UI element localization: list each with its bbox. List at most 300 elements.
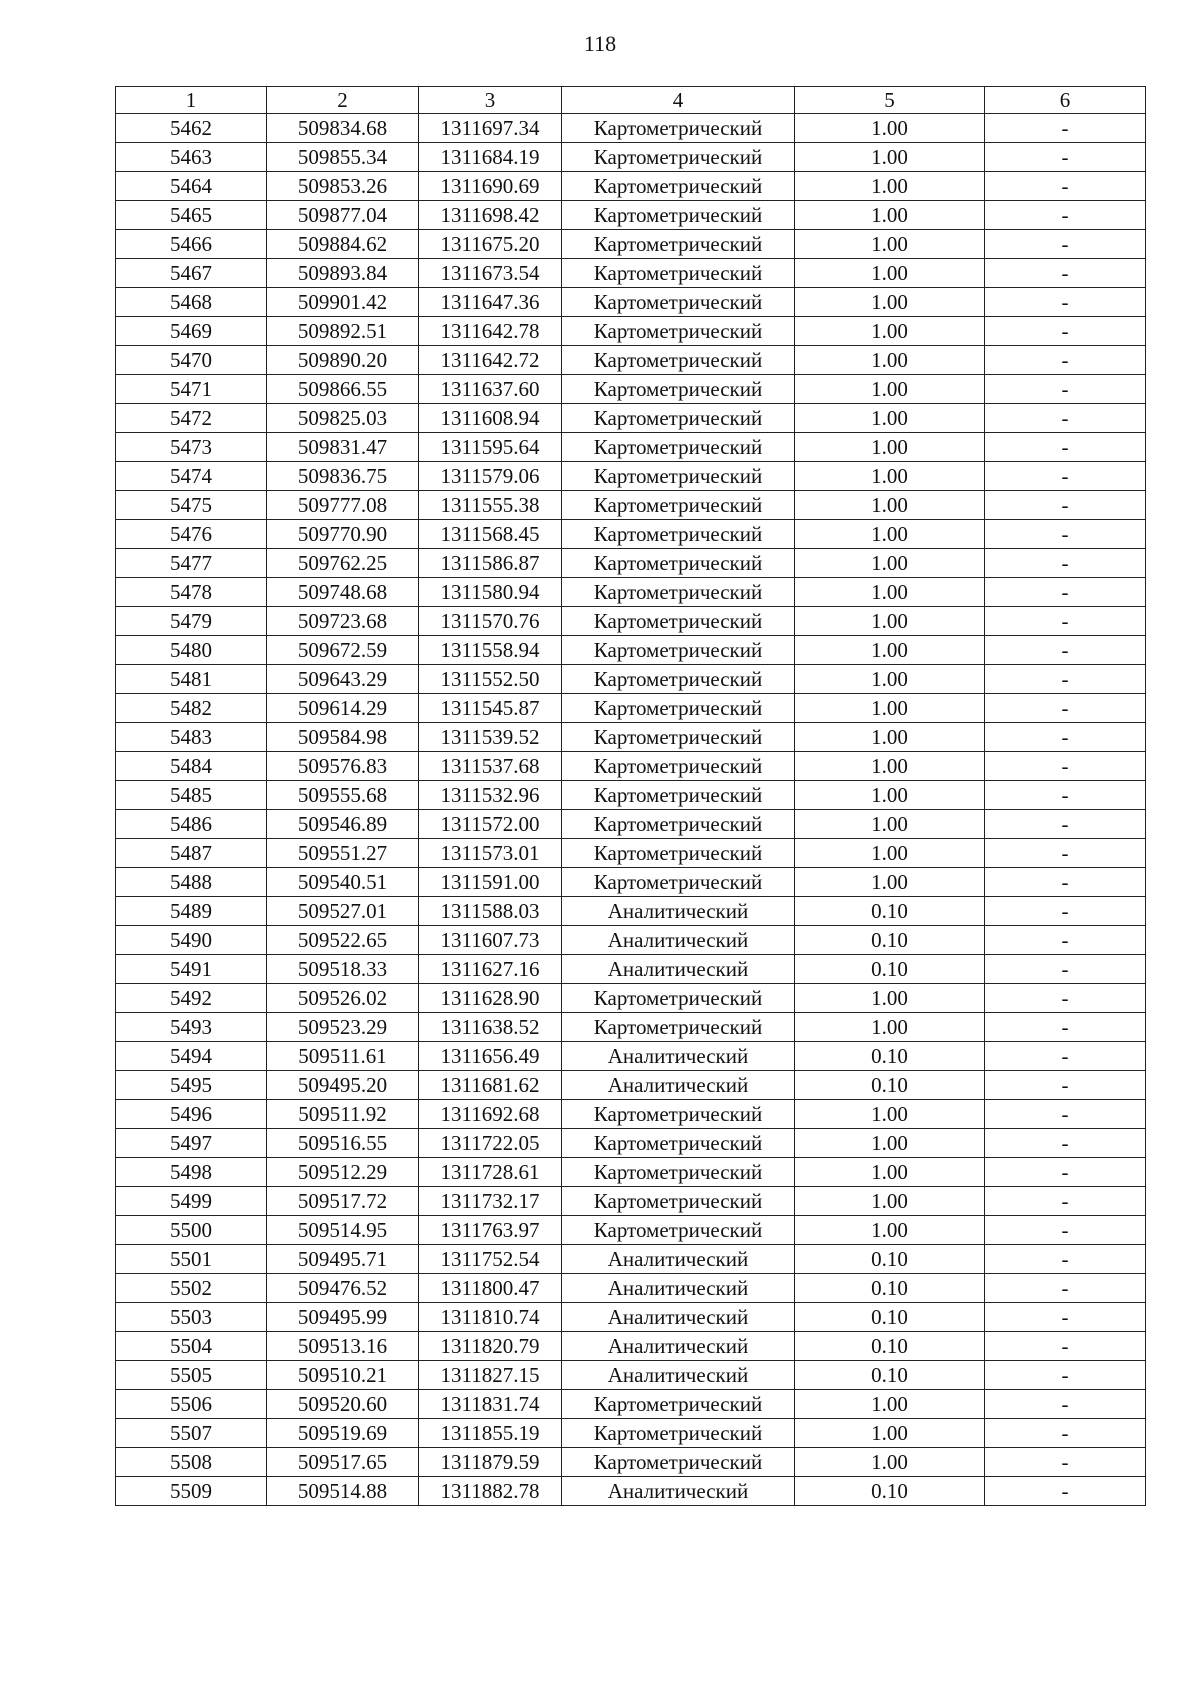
x-coordinate-cell: 509513.16 <box>267 1332 419 1361</box>
note-cell: - <box>985 462 1146 491</box>
y-coordinate-cell: 1311573.01 <box>419 839 562 868</box>
note-cell: - <box>985 1448 1146 1477</box>
x-coordinate-cell: 509748.68 <box>267 578 419 607</box>
method-cell: Картометрический <box>562 810 795 839</box>
note-cell: - <box>985 1477 1146 1506</box>
accuracy-cell: 1.00 <box>795 1216 985 1245</box>
point-number-cell: 5471 <box>116 375 267 404</box>
method-cell: Аналитический <box>562 1245 795 1274</box>
point-number-cell: 5465 <box>116 201 267 230</box>
method-cell: Картометрический <box>562 1419 795 1448</box>
method-cell: Картометрический <box>562 636 795 665</box>
method-cell: Картометрический <box>562 346 795 375</box>
accuracy-cell: 1.00 <box>795 259 985 288</box>
accuracy-cell: 1.00 <box>795 1448 985 1477</box>
accuracy-cell: 1.00 <box>795 317 985 346</box>
x-coordinate-cell: 509517.72 <box>267 1187 419 1216</box>
point-number-cell: 5501 <box>116 1245 267 1274</box>
method-cell: Картометрический <box>562 433 795 462</box>
method-cell: Картометрический <box>562 491 795 520</box>
note-cell: - <box>985 230 1146 259</box>
note-cell: - <box>985 375 1146 404</box>
y-coordinate-cell: 1311692.68 <box>419 1100 562 1129</box>
x-coordinate-cell: 509890.20 <box>267 346 419 375</box>
accuracy-cell: 1.00 <box>795 172 985 201</box>
point-number-cell: 5468 <box>116 288 267 317</box>
table-row <box>116 549 1146 578</box>
point-number-cell: 5498 <box>116 1158 267 1187</box>
note-cell: - <box>985 143 1146 172</box>
x-coordinate-cell: 509825.03 <box>267 404 419 433</box>
x-coordinate-cell: 509853.26 <box>267 172 419 201</box>
method-cell: Аналитический <box>562 955 795 984</box>
x-coordinate-cell: 509546.89 <box>267 810 419 839</box>
note-cell: - <box>985 346 1146 375</box>
accuracy-cell: 0.10 <box>795 1245 985 1274</box>
point-number-cell: 5475 <box>116 491 267 520</box>
y-coordinate-cell: 1311545.87 <box>419 694 562 723</box>
method-cell: Картометрический <box>562 839 795 868</box>
method-cell: Картометрический <box>562 1390 795 1419</box>
accuracy-cell: 1.00 <box>795 723 985 752</box>
note-cell: - <box>985 723 1146 752</box>
y-coordinate-cell: 1311537.68 <box>419 752 562 781</box>
table-row <box>116 1216 1146 1245</box>
accuracy-cell: 0.10 <box>795 926 985 955</box>
point-number-cell: 5495 <box>116 1071 267 1100</box>
table-row <box>116 1390 1146 1419</box>
table-row <box>116 839 1146 868</box>
x-coordinate-cell: 509866.55 <box>267 375 419 404</box>
table-row <box>116 317 1146 346</box>
method-cell: Картометрический <box>562 114 795 143</box>
note-cell: - <box>985 810 1146 839</box>
method-cell: Аналитический <box>562 1361 795 1390</box>
y-coordinate-cell: 1311568.45 <box>419 520 562 549</box>
table-header-row <box>116 87 1146 114</box>
y-coordinate-cell: 1311882.78 <box>419 1477 562 1506</box>
method-cell: Картометрический <box>562 375 795 404</box>
y-coordinate-cell: 1311580.94 <box>419 578 562 607</box>
column-header-2: 2 <box>267 87 419 114</box>
table-row <box>116 1477 1146 1506</box>
x-coordinate-cell: 509777.08 <box>267 491 419 520</box>
y-coordinate-cell: 1311558.94 <box>419 636 562 665</box>
accuracy-cell: 1.00 <box>795 839 985 868</box>
table-row <box>116 143 1146 172</box>
table-row <box>116 694 1146 723</box>
y-coordinate-cell: 1311539.52 <box>419 723 562 752</box>
point-number-cell: 5477 <box>116 549 267 578</box>
accuracy-cell: 1.00 <box>795 984 985 1013</box>
y-coordinate-cell: 1311763.97 <box>419 1216 562 1245</box>
table-row <box>116 636 1146 665</box>
y-coordinate-cell: 1311656.49 <box>419 1042 562 1071</box>
point-number-cell: 5502 <box>116 1274 267 1303</box>
y-coordinate-cell: 1311555.38 <box>419 491 562 520</box>
table-row <box>116 288 1146 317</box>
table-row <box>116 752 1146 781</box>
y-coordinate-cell: 1311684.19 <box>419 143 562 172</box>
table-row <box>116 1245 1146 1274</box>
table-row <box>116 984 1146 1013</box>
point-number-cell: 5474 <box>116 462 267 491</box>
table-row <box>116 1129 1146 1158</box>
table-row <box>116 1158 1146 1187</box>
point-number-cell: 5467 <box>116 259 267 288</box>
accuracy-cell: 0.10 <box>795 955 985 984</box>
point-number-cell: 5485 <box>116 781 267 810</box>
accuracy-cell: 1.00 <box>795 114 985 143</box>
method-cell: Картометрический <box>562 462 795 491</box>
x-coordinate-cell: 509517.65 <box>267 1448 419 1477</box>
method-cell: Картометрический <box>562 723 795 752</box>
note-cell: - <box>985 1100 1146 1129</box>
point-number-cell: 5473 <box>116 433 267 462</box>
x-coordinate-cell: 509519.69 <box>267 1419 419 1448</box>
accuracy-cell: 1.00 <box>795 1013 985 1042</box>
note-cell: - <box>985 868 1146 897</box>
accuracy-cell: 1.00 <box>795 868 985 897</box>
method-cell: Картометрический <box>562 752 795 781</box>
note-cell: - <box>985 1158 1146 1187</box>
method-cell: Картометрический <box>562 984 795 1013</box>
point-number-cell: 5469 <box>116 317 267 346</box>
y-coordinate-cell: 1311728.61 <box>419 1158 562 1187</box>
y-coordinate-cell: 1311588.03 <box>419 897 562 926</box>
y-coordinate-cell: 1311572.00 <box>419 810 562 839</box>
y-coordinate-cell: 1311681.62 <box>419 1071 562 1100</box>
y-coordinate-cell: 1311879.59 <box>419 1448 562 1477</box>
table-row <box>116 578 1146 607</box>
x-coordinate-cell: 509836.75 <box>267 462 419 491</box>
note-cell: - <box>985 1042 1146 1071</box>
table-row <box>116 897 1146 926</box>
point-number-cell: 5486 <box>116 810 267 839</box>
note-cell: - <box>985 781 1146 810</box>
point-number-cell: 5466 <box>116 230 267 259</box>
point-number-cell: 5478 <box>116 578 267 607</box>
table-row <box>116 665 1146 694</box>
point-number-cell: 5488 <box>116 868 267 897</box>
note-cell: - <box>985 201 1146 230</box>
table-row <box>116 375 1146 404</box>
x-coordinate-cell: 509555.68 <box>267 781 419 810</box>
table-row <box>116 346 1146 375</box>
point-number-cell: 5493 <box>116 1013 267 1042</box>
table-row <box>116 491 1146 520</box>
table-row <box>116 230 1146 259</box>
point-number-cell: 5504 <box>116 1332 267 1361</box>
x-coordinate-cell: 509514.95 <box>267 1216 419 1245</box>
point-number-cell: 5489 <box>116 897 267 926</box>
note-cell: - <box>985 520 1146 549</box>
y-coordinate-cell: 1311752.54 <box>419 1245 562 1274</box>
accuracy-cell: 1.00 <box>795 404 985 433</box>
note-cell: - <box>985 259 1146 288</box>
accuracy-cell: 1.00 <box>795 520 985 549</box>
note-cell: - <box>985 317 1146 346</box>
method-cell: Картометрический <box>562 1187 795 1216</box>
method-cell: Аналитический <box>562 1303 795 1332</box>
note-cell: - <box>985 665 1146 694</box>
table-row <box>116 926 1146 955</box>
note-cell: - <box>985 636 1146 665</box>
y-coordinate-cell: 1311608.94 <box>419 404 562 433</box>
x-coordinate-cell: 509831.47 <box>267 433 419 462</box>
accuracy-cell: 1.00 <box>795 781 985 810</box>
y-coordinate-cell: 1311647.36 <box>419 288 562 317</box>
y-coordinate-cell: 1311827.15 <box>419 1361 562 1390</box>
point-number-cell: 5490 <box>116 926 267 955</box>
column-header-4: 4 <box>562 87 795 114</box>
table-row <box>116 810 1146 839</box>
method-cell: Картометрический <box>562 868 795 897</box>
point-number-cell: 5487 <box>116 839 267 868</box>
accuracy-cell: 1.00 <box>795 1158 985 1187</box>
x-coordinate-cell: 509495.99 <box>267 1303 419 1332</box>
table-row <box>116 1332 1146 1361</box>
accuracy-cell: 1.00 <box>795 665 985 694</box>
y-coordinate-cell: 1311732.17 <box>419 1187 562 1216</box>
x-coordinate-cell: 509510.21 <box>267 1361 419 1390</box>
point-number-cell: 5491 <box>116 955 267 984</box>
y-coordinate-cell: 1311697.34 <box>419 114 562 143</box>
point-number-cell: 5481 <box>116 665 267 694</box>
y-coordinate-cell: 1311800.47 <box>419 1274 562 1303</box>
table-row <box>116 955 1146 984</box>
method-cell: Картометрический <box>562 143 795 172</box>
x-coordinate-cell: 509514.88 <box>267 1477 419 1506</box>
accuracy-cell: 1.00 <box>795 1187 985 1216</box>
x-coordinate-cell: 509495.20 <box>267 1071 419 1100</box>
accuracy-cell: 1.00 <box>795 810 985 839</box>
table-row <box>116 781 1146 810</box>
y-coordinate-cell: 1311570.76 <box>419 607 562 636</box>
accuracy-cell: 1.00 <box>795 491 985 520</box>
coordinates-table <box>115 86 1146 1506</box>
note-cell: - <box>985 607 1146 636</box>
x-coordinate-cell: 509723.68 <box>267 607 419 636</box>
y-coordinate-cell: 1311638.52 <box>419 1013 562 1042</box>
x-coordinate-cell: 509551.27 <box>267 839 419 868</box>
point-number-cell: 5494 <box>116 1042 267 1071</box>
accuracy-cell: 1.00 <box>795 288 985 317</box>
x-coordinate-cell: 509762.25 <box>267 549 419 578</box>
accuracy-cell: 1.00 <box>795 607 985 636</box>
point-number-cell: 5483 <box>116 723 267 752</box>
note-cell: - <box>985 578 1146 607</box>
table-row <box>116 433 1146 462</box>
y-coordinate-cell: 1311675.20 <box>419 230 562 259</box>
table-row <box>116 201 1146 230</box>
table-row <box>116 607 1146 636</box>
method-cell: Картометрический <box>562 578 795 607</box>
method-cell: Картометрический <box>562 317 795 346</box>
column-header-1: 1 <box>116 87 267 114</box>
table-row <box>116 1274 1146 1303</box>
x-coordinate-cell: 509576.83 <box>267 752 419 781</box>
table-body <box>116 114 1146 1506</box>
method-cell: Картометрический <box>562 1216 795 1245</box>
method-cell: Аналитический <box>562 926 795 955</box>
table-row <box>116 1361 1146 1390</box>
x-coordinate-cell: 509614.29 <box>267 694 419 723</box>
table-row <box>116 1013 1146 1042</box>
y-coordinate-cell: 1311810.74 <box>419 1303 562 1332</box>
point-number-cell: 5462 <box>116 114 267 143</box>
note-cell: - <box>985 1245 1146 1274</box>
method-cell: Картометрический <box>562 288 795 317</box>
table-row <box>116 404 1146 433</box>
y-coordinate-cell: 1311820.79 <box>419 1332 562 1361</box>
table-row <box>116 1187 1146 1216</box>
accuracy-cell: 0.10 <box>795 1332 985 1361</box>
x-coordinate-cell: 509495.71 <box>267 1245 419 1274</box>
table-row <box>116 1100 1146 1129</box>
table-row <box>116 462 1146 491</box>
accuracy-cell: 0.10 <box>795 1274 985 1303</box>
note-cell: - <box>985 1187 1146 1216</box>
note-cell: - <box>985 172 1146 201</box>
method-cell: Аналитический <box>562 1477 795 1506</box>
y-coordinate-cell: 1311628.90 <box>419 984 562 1013</box>
method-cell: Картометрический <box>562 607 795 636</box>
table-row <box>116 172 1146 201</box>
y-coordinate-cell: 1311552.50 <box>419 665 562 694</box>
accuracy-cell: 0.10 <box>795 897 985 926</box>
y-coordinate-cell: 1311595.64 <box>419 433 562 462</box>
note-cell: - <box>985 1071 1146 1100</box>
x-coordinate-cell: 509893.84 <box>267 259 419 288</box>
note-cell: - <box>985 549 1146 578</box>
method-cell: Картометрический <box>562 694 795 723</box>
accuracy-cell: 0.10 <box>795 1477 985 1506</box>
accuracy-cell: 1.00 <box>795 143 985 172</box>
note-cell: - <box>985 288 1146 317</box>
method-cell: Картометрический <box>562 549 795 578</box>
x-coordinate-cell: 509520.60 <box>267 1390 419 1419</box>
x-coordinate-cell: 509540.51 <box>267 868 419 897</box>
method-cell: Картометрический <box>562 172 795 201</box>
note-cell: - <box>985 404 1146 433</box>
note-cell: - <box>985 1361 1146 1390</box>
point-number-cell: 5480 <box>116 636 267 665</box>
point-number-cell: 5492 <box>116 984 267 1013</box>
note-cell: - <box>985 1303 1146 1332</box>
table-row <box>116 114 1146 143</box>
column-header-6: 6 <box>985 87 1146 114</box>
note-cell: - <box>985 433 1146 462</box>
y-coordinate-cell: 1311627.16 <box>419 955 562 984</box>
table-row <box>116 259 1146 288</box>
accuracy-cell: 1.00 <box>795 694 985 723</box>
accuracy-cell: 0.10 <box>795 1303 985 1332</box>
accuracy-cell: 1.00 <box>795 1419 985 1448</box>
method-cell: Картометрический <box>562 259 795 288</box>
method-cell: Аналитический <box>562 1071 795 1100</box>
note-cell: - <box>985 491 1146 520</box>
x-coordinate-cell: 509877.04 <box>267 201 419 230</box>
point-number-cell: 5509 <box>116 1477 267 1506</box>
y-coordinate-cell: 1311831.74 <box>419 1390 562 1419</box>
y-coordinate-cell: 1311532.96 <box>419 781 562 810</box>
x-coordinate-cell: 509518.33 <box>267 955 419 984</box>
x-coordinate-cell: 509526.02 <box>267 984 419 1013</box>
point-number-cell: 5507 <box>116 1419 267 1448</box>
y-coordinate-cell: 1311586.87 <box>419 549 562 578</box>
method-cell: Картометрический <box>562 1100 795 1129</box>
note-cell: - <box>985 984 1146 1013</box>
page-number: 118 <box>583 31 617 56</box>
y-coordinate-cell: 1311607.73 <box>419 926 562 955</box>
accuracy-cell: 1.00 <box>795 636 985 665</box>
point-number-cell: 5503 <box>116 1303 267 1332</box>
point-number-cell: 5505 <box>116 1361 267 1390</box>
note-cell: - <box>985 955 1146 984</box>
accuracy-cell: 1.00 <box>795 752 985 781</box>
table-row <box>116 1448 1146 1477</box>
point-number-cell: 5506 <box>116 1390 267 1419</box>
x-coordinate-cell: 509476.52 <box>267 1274 419 1303</box>
note-cell: - <box>985 926 1146 955</box>
method-cell: Аналитический <box>562 1042 795 1071</box>
x-coordinate-cell: 509770.90 <box>267 520 419 549</box>
x-coordinate-cell: 509884.62 <box>267 230 419 259</box>
point-number-cell: 5476 <box>116 520 267 549</box>
method-cell: Картометрический <box>562 230 795 259</box>
point-number-cell: 5508 <box>116 1448 267 1477</box>
x-coordinate-cell: 509527.01 <box>267 897 419 926</box>
point-number-cell: 5500 <box>116 1216 267 1245</box>
accuracy-cell: 0.10 <box>795 1042 985 1071</box>
point-number-cell: 5463 <box>116 143 267 172</box>
table-row <box>116 1042 1146 1071</box>
point-number-cell: 5484 <box>116 752 267 781</box>
note-cell: - <box>985 1216 1146 1245</box>
note-cell: - <box>985 752 1146 781</box>
y-coordinate-cell: 1311722.05 <box>419 1129 562 1158</box>
method-cell: Картометрический <box>562 201 795 230</box>
y-coordinate-cell: 1311579.06 <box>419 462 562 491</box>
method-cell: Картометрический <box>562 404 795 433</box>
point-number-cell: 5496 <box>116 1100 267 1129</box>
accuracy-cell: 1.00 <box>795 549 985 578</box>
y-coordinate-cell: 1311690.69 <box>419 172 562 201</box>
y-coordinate-cell: 1311591.00 <box>419 868 562 897</box>
x-coordinate-cell: 509512.29 <box>267 1158 419 1187</box>
method-cell: Аналитический <box>562 1332 795 1361</box>
note-cell: - <box>985 1129 1146 1158</box>
method-cell: Аналитический <box>562 1274 795 1303</box>
x-coordinate-cell: 509523.29 <box>267 1013 419 1042</box>
accuracy-cell: 1.00 <box>795 433 985 462</box>
table-row <box>116 1419 1146 1448</box>
x-coordinate-cell: 509516.55 <box>267 1129 419 1158</box>
point-number-cell: 5499 <box>116 1187 267 1216</box>
note-cell: - <box>985 1419 1146 1448</box>
column-header-5: 5 <box>795 87 985 114</box>
y-coordinate-cell: 1311637.60 <box>419 375 562 404</box>
accuracy-cell: 1.00 <box>795 346 985 375</box>
accuracy-cell: 1.00 <box>795 230 985 259</box>
accuracy-cell: 0.10 <box>795 1361 985 1390</box>
x-coordinate-cell: 509672.59 <box>267 636 419 665</box>
note-cell: - <box>985 114 1146 143</box>
note-cell: - <box>985 839 1146 868</box>
x-coordinate-cell: 509511.92 <box>267 1100 419 1129</box>
accuracy-cell: 1.00 <box>795 375 985 404</box>
